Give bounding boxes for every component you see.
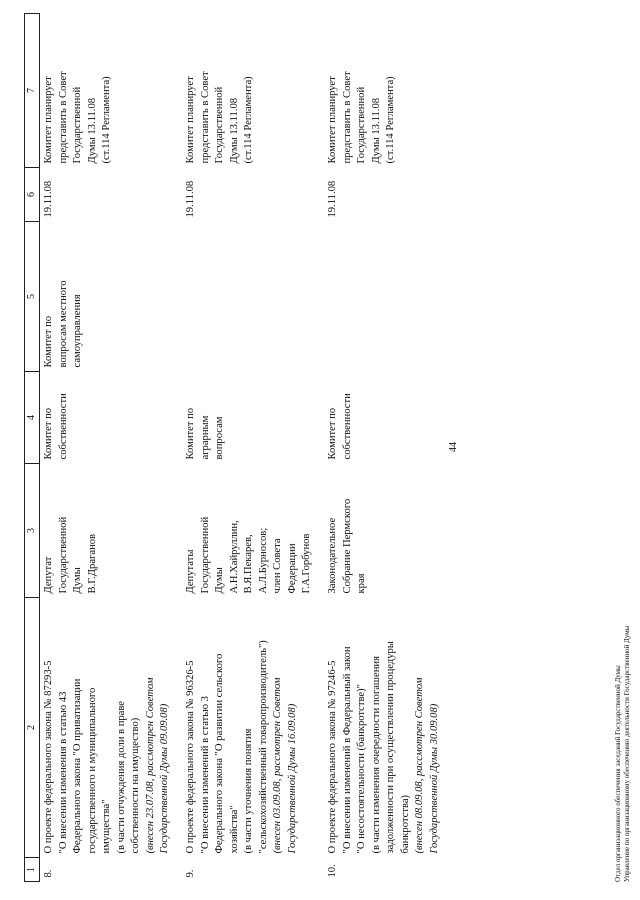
text-line: Комитет по [43, 407, 54, 460]
text-line: В.Я.Пекарев, [243, 534, 254, 594]
bill-author [182, 464, 324, 598]
table-row [324, 14, 476, 882]
text-line: Депутат [43, 556, 54, 594]
co-executor-committee [182, 222, 324, 372]
text-line: Думы 13.11.08 [86, 97, 98, 164]
text-line: собственности на имущество) [130, 717, 141, 854]
page-number: 44 [448, 442, 459, 452]
text-line: вопросам [214, 416, 225, 460]
text-line: Федерального закона "О приватизации [72, 678, 83, 854]
footer-directorate: Управление по организационному обеспечению деятельности Государственной Думы [623, 625, 631, 882]
text-line: "О внесении изменений в статью 3 [199, 696, 211, 854]
text-line: В.Г.Драганов [86, 533, 98, 594]
text-line: хозяйства" [228, 805, 240, 854]
text-line: (внесен 23.07.08, рассмотрен Советом [144, 677, 156, 854]
responsible-committee [324, 372, 476, 464]
text-line: (в части уточнения понятия [243, 728, 254, 854]
planned-action [182, 14, 324, 168]
text-line: банкротства) [399, 794, 411, 854]
table-header-row [25, 14, 40, 882]
bills-table [24, 13, 476, 882]
footer-department: Отдел организационного обеспечения заседаний Государственной Думы [614, 665, 622, 882]
bill-description [324, 598, 476, 858]
text-line: Комитет планирует [185, 76, 196, 164]
text-line: представить в Совет [341, 71, 353, 164]
text-line: самоуправления [72, 294, 83, 368]
column-header: 6 [25, 168, 40, 222]
text-line: Федерального закона "О развитии сельского [214, 653, 225, 854]
text-line: представить в Совет [57, 71, 69, 164]
column-header: 2 [25, 598, 40, 858]
responsible-committee [40, 372, 183, 464]
table-row [182, 14, 324, 882]
row-number: 9. [185, 869, 196, 878]
text-line: имущества" [101, 799, 112, 854]
row-number: 8. [43, 869, 54, 878]
planned-action [324, 14, 476, 168]
text-line: Государственной [356, 86, 367, 164]
column-header: 5 [25, 222, 40, 372]
text-line: Думы 13.11.08 [370, 97, 382, 164]
text-line: аграрным [199, 415, 211, 460]
table-row [40, 14, 183, 882]
text-line: края [356, 573, 367, 594]
text-line: (ст.114 Регламента) [243, 76, 254, 164]
text-line: Государственной Думы 16.09.08) [286, 703, 298, 854]
bill-title: О проекте федерального закона № 96326-5 [185, 660, 196, 854]
text-line: задолженности при осуществлении процедуры [385, 641, 396, 854]
co-executor-committee [40, 222, 183, 372]
text-line: вопросам местного [57, 280, 69, 368]
text-line: (ст.114 Регламента) [385, 76, 396, 164]
column-header: 4 [25, 372, 40, 464]
column-header: 3 [25, 464, 40, 598]
text-line: "О внесении изменения в статью 43 [57, 691, 69, 854]
text-line: Государственной [214, 86, 225, 164]
text-line: "О несостоятельности (банкротстве)" [356, 684, 367, 854]
text-line: (внесен 08.09.08, рассмотрен Советом [414, 677, 425, 854]
text-line: Государственной [57, 516, 69, 594]
text-line: Думы [214, 567, 225, 594]
text-line: Федерации [286, 543, 298, 594]
text-line: А.Н.Хайруллин, [228, 520, 240, 594]
review-date: 19.11.08 [43, 180, 54, 218]
column-header: 7 [25, 14, 40, 168]
text-line: Государственной Думы 09.09.08) [159, 703, 170, 854]
text-line: "сельскохозяйственный товаропроизводитель") [257, 640, 269, 854]
text-line: Г.А.Горбунов [301, 533, 312, 594]
text-line: (в части изменения очередности погашения [370, 656, 382, 854]
co-executor-committee [324, 222, 476, 372]
text-line: член Совета [272, 538, 283, 594]
text-line: государственного и муниципального [86, 687, 98, 854]
bill-author [324, 464, 476, 598]
text-line: (в части отчуждения доли в праве [115, 700, 127, 854]
review-date: 19.11.08 [327, 180, 338, 218]
text-line: представить в Совет [199, 71, 211, 164]
text-line: собственности [341, 393, 353, 460]
bill-author [40, 464, 183, 598]
bill-description [182, 598, 324, 858]
text-line: Государственной Думы 30.09.08) [428, 703, 440, 854]
text-line: (ст.114 Регламента) [101, 76, 112, 164]
text-line: (внесен 03.09.08, рассмотрен Советом [272, 677, 283, 854]
text-line: Думы [72, 567, 83, 594]
text-line: Комитет планирует [43, 76, 54, 164]
text-line: Государственной [72, 86, 83, 164]
bill-description [40, 598, 183, 858]
text-line: Собрание Пермского [341, 498, 353, 594]
bill-title: О проекте федерального закона № 87293-5 [43, 660, 54, 854]
column-header: 1 [25, 858, 40, 882]
review-date: 19.11.08 [185, 180, 196, 218]
text-line: Государственной [199, 516, 211, 594]
text-line: собственности [57, 393, 69, 460]
text-line: Комитет по [327, 407, 338, 460]
text-line: Комитет по [185, 407, 196, 460]
text-line: Комитет планирует [327, 76, 338, 164]
row-number: 10. [327, 864, 338, 878]
text-line: А.Л.Бурносов; [257, 527, 269, 594]
planned-action [40, 14, 183, 168]
text-line: Думы 13.11.08 [228, 97, 240, 164]
bill-title: О проекте федерального закона № 97246-5 [327, 660, 338, 854]
responsible-committee [182, 372, 324, 464]
text-line: Законодательное [327, 517, 338, 594]
text-line: Комитет по [43, 315, 54, 368]
text-line: "О внесении изменений в Федеральный закон [341, 646, 353, 854]
text-line: Депутаты [185, 549, 196, 594]
